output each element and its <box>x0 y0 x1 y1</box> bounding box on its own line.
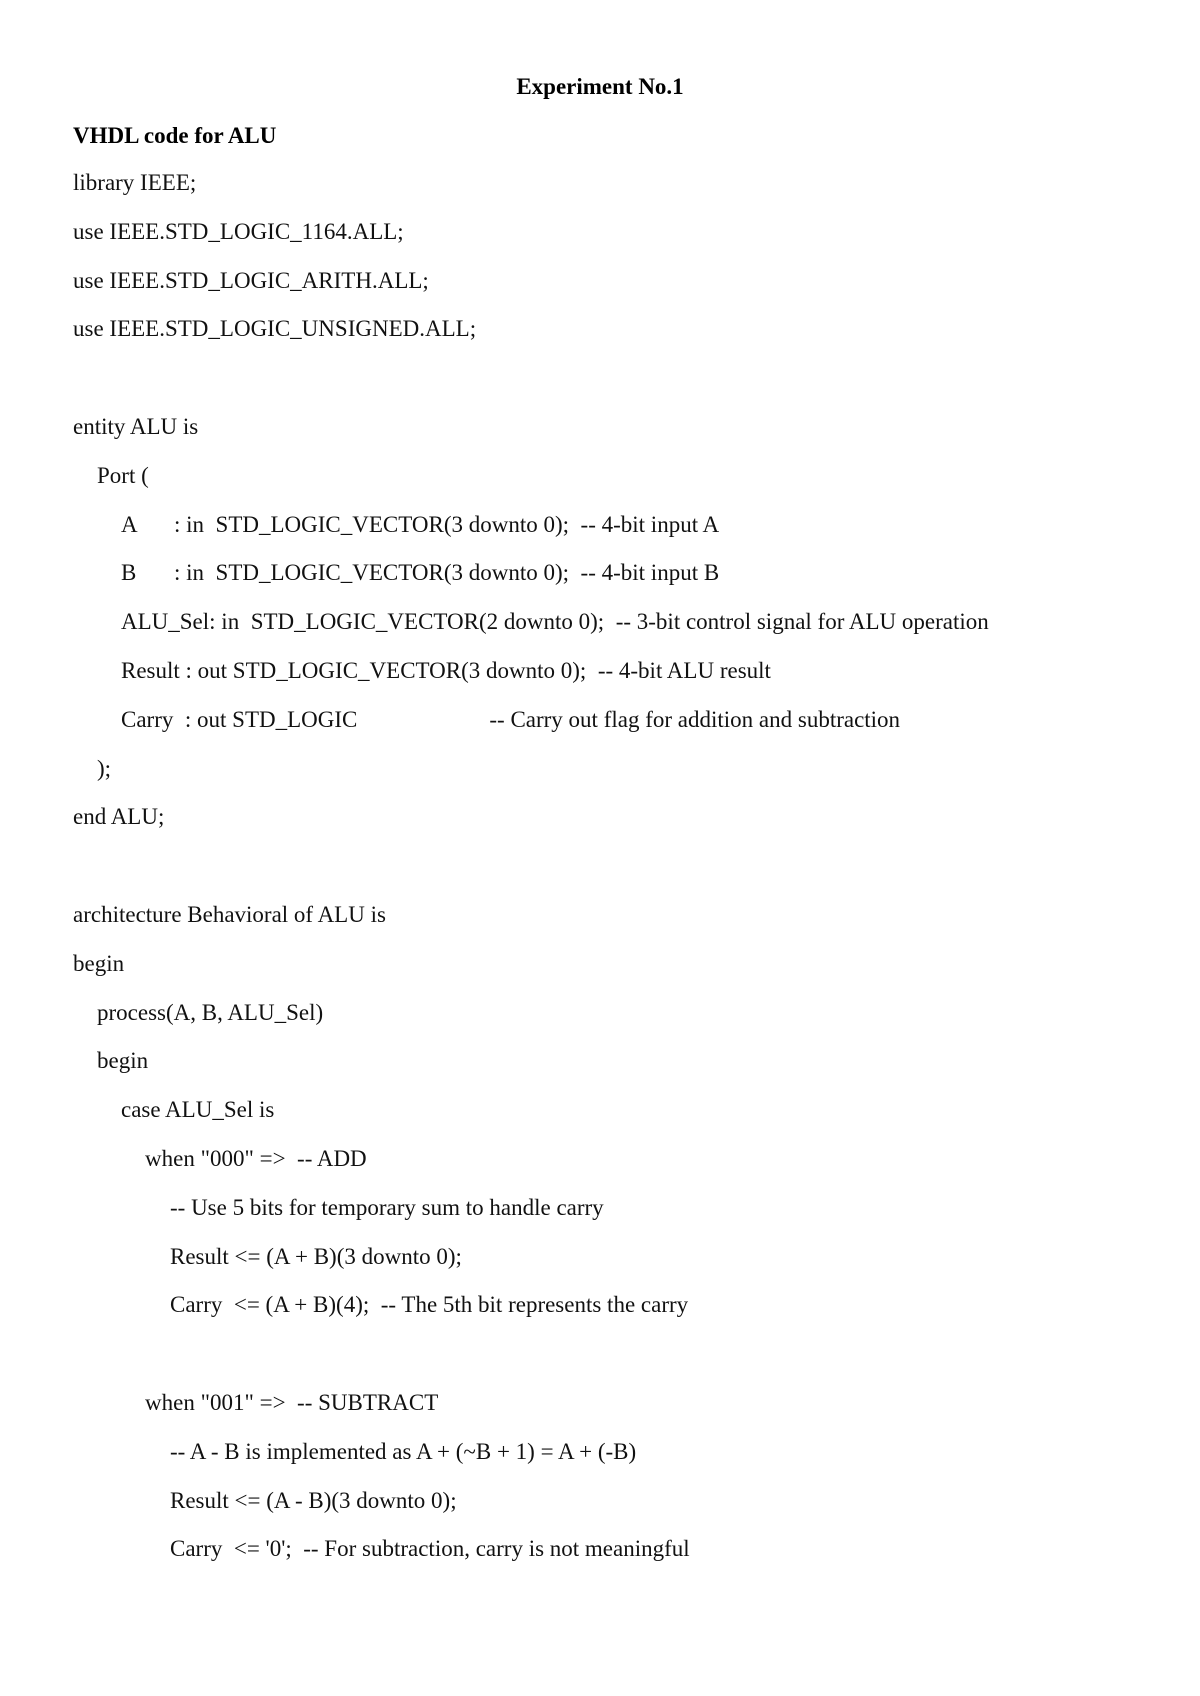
port-a-name: A <box>121 511 138 537</box>
code-line-process-begin: begin <box>97 1048 149 1074</box>
code-line-add-comment: -- Use 5 bits for temporary sum to handle carry <box>170 1194 604 1220</box>
port-carry-comment: -- Carry out flag for addition and subtraction <box>489 706 901 732</box>
code-line-library: library IEEE; <box>73 170 197 195</box>
blank-line <box>73 851 1173 900</box>
port-b-name: B <box>121 560 137 586</box>
code-line-when-subtract: when "001" => -- SUBTRACT <box>145 1389 439 1415</box>
code-line-subtract-carry: Carry <= '0'; -- For subtraction, carry is not meaningful <box>170 1536 690 1562</box>
code-line-port-a <box>73 510 1173 559</box>
code-line-subtract-result: Result <= (A - B)(3 downto 0); <box>170 1487 457 1513</box>
port-b-declaration: : in STD_LOGIC_VECTOR(3 downto 0); -- 4-bit input B <box>174 560 720 586</box>
code-line-architecture: architecture Behavioral of ALU is <box>73 901 386 927</box>
code-line-begin: begin <box>73 950 125 976</box>
code-line-port-carry <box>73 705 1173 754</box>
blank-line <box>73 363 1173 412</box>
code-line-port-result: Result : out STD_LOGIC_VECTOR(3 downto 0); -- 4-bit ALU result <box>121 657 771 683</box>
code-line-use-arith: use IEEE.STD_LOGIC_ARITH.ALL; <box>73 267 429 293</box>
port-carry-declaration: Carry : out STD_LOGIC <box>121 706 358 732</box>
port-a-declaration: : in STD_LOGIC_VECTOR(3 downto 0); -- 4-bit input A <box>174 511 720 537</box>
code-line-add-carry: Carry <= (A + B)(4); -- The 5th bit represents the carry <box>170 1292 689 1318</box>
code-line-port-alu-sel: ALU_Sel: in STD_LOGIC_VECTOR(2 downto 0); -- 3-bit control signal for ALU operation <box>121 609 989 635</box>
document-title: Experiment No.1 <box>516 74 684 99</box>
code-line-end-entity: end ALU; <box>73 804 165 830</box>
code-line-process: process(A, B, ALU_Sel) <box>97 999 324 1025</box>
code-line-add-result: Result <= (A + B)(3 downto 0); <box>170 1243 462 1269</box>
code-line-subtract-comment: -- A - B is implemented as A + (~B + 1) = A + (-B) <box>170 1438 637 1464</box>
code-line-port-b <box>73 558 1173 607</box>
section-heading: VHDL code for ALU <box>73 123 277 148</box>
code-line-port-open: Port ( <box>97 462 149 488</box>
code-line-when-add: when "000" => -- ADD <box>145 1145 367 1171</box>
code-line-use-1164: use IEEE.STD_LOGIC_1164.ALL; <box>73 218 404 244</box>
code-line-port-close: ); <box>97 755 112 781</box>
code-line-use-unsigned: use IEEE.STD_LOGIC_UNSIGNED.ALL; <box>73 316 477 342</box>
blank-line <box>73 1339 1173 1388</box>
code-block <box>73 168 1173 1583</box>
code-line-entity: entity ALU is <box>73 413 199 439</box>
code-line-case: case ALU_Sel is <box>121 1097 275 1123</box>
